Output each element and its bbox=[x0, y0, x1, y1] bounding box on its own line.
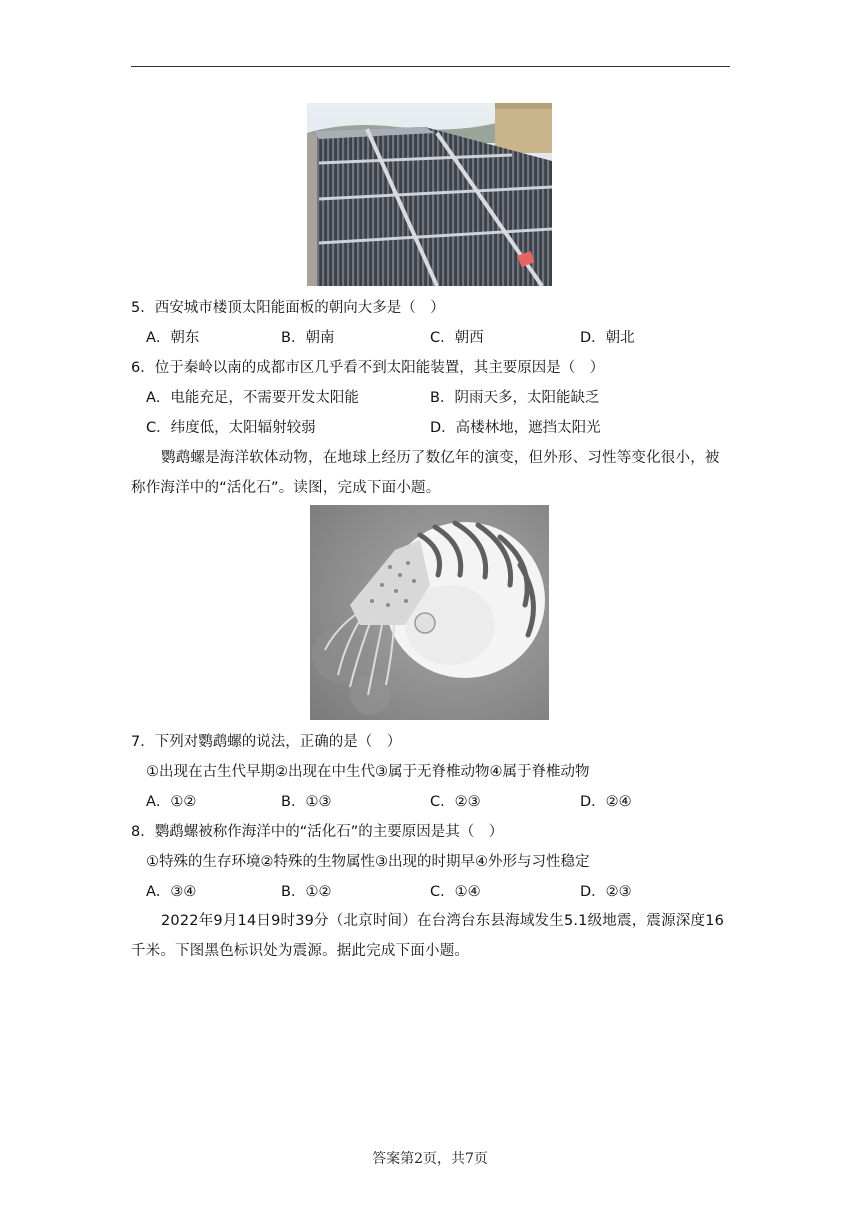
q7-statements: ①出现在古生代早期②出现在中生代③属于无脊椎动物④属于脊椎动物 bbox=[146, 764, 590, 780]
q6-option-a: A．电能充足，不需要开发太阳能 bbox=[146, 390, 359, 406]
header-rule bbox=[131, 66, 730, 67]
q8-option-c: C．①④ bbox=[430, 884, 481, 900]
q8-statements: ①特殊的生存环境②特殊的生物属性③出现的时期早④外形与习性稳定 bbox=[146, 854, 590, 870]
q5-option-b: B．朝南 bbox=[281, 330, 335, 346]
nautilus-photo bbox=[310, 505, 549, 720]
q7-option-b: B．①③ bbox=[281, 794, 332, 810]
q6-option-c: C．纬度低，太阳辐射较弱 bbox=[146, 420, 316, 436]
q8-option-a: A．③④ bbox=[146, 884, 197, 900]
question-7-stem: 7．下列对鹦鹉螺的说法，正确的是（ ） bbox=[131, 734, 402, 750]
nautilus-passage: 鹦鹉螺是海洋软体动物，在地球上经历了数亿年的演变，但外形、习性等变化很小，被称作海洋中的“活化石”。读图，完成下面小题。 bbox=[131, 450, 720, 496]
q5-option-a: A．朝东 bbox=[146, 330, 200, 346]
question-6-stem: 6．位于秦岭以南的成都市区几乎看不到太阳能装置，其主要原因是（ ） bbox=[131, 360, 605, 376]
question-5-stem: 5．西安城市楼顶太阳能面板的朝向大多是（ ） bbox=[131, 300, 445, 316]
q6-option-b: B．阴雨天多，太阳能缺乏 bbox=[430, 390, 600, 406]
q6-option-d: D．高楼林地，遮挡太阳光 bbox=[430, 420, 601, 436]
solar-panels-photo bbox=[307, 103, 552, 286]
q8-option-b: B．①② bbox=[281, 884, 332, 900]
q7-option-d: D．②④ bbox=[580, 794, 632, 810]
page-footer: 答案第2页，共7页 bbox=[372, 1151, 488, 1167]
q5-option-c: C．朝西 bbox=[430, 330, 484, 346]
q5-option-d: D．朝北 bbox=[580, 330, 635, 346]
q8-option-d: D．②③ bbox=[580, 884, 632, 900]
question-8-stem: 8．鹦鹉螺被称作海洋中的“活化石”的主要原因是其（ ） bbox=[131, 824, 504, 840]
q7-option-c: C．②③ bbox=[430, 794, 481, 810]
q7-option-a: A．①② bbox=[146, 794, 197, 810]
earthquake-passage: 2022年9月14日9时39分（北京时间）在台湾台东县海域发生5.1级地震，震源深度16千米。下图黑色标识处为震源。据此完成下面小题。 bbox=[131, 913, 725, 959]
